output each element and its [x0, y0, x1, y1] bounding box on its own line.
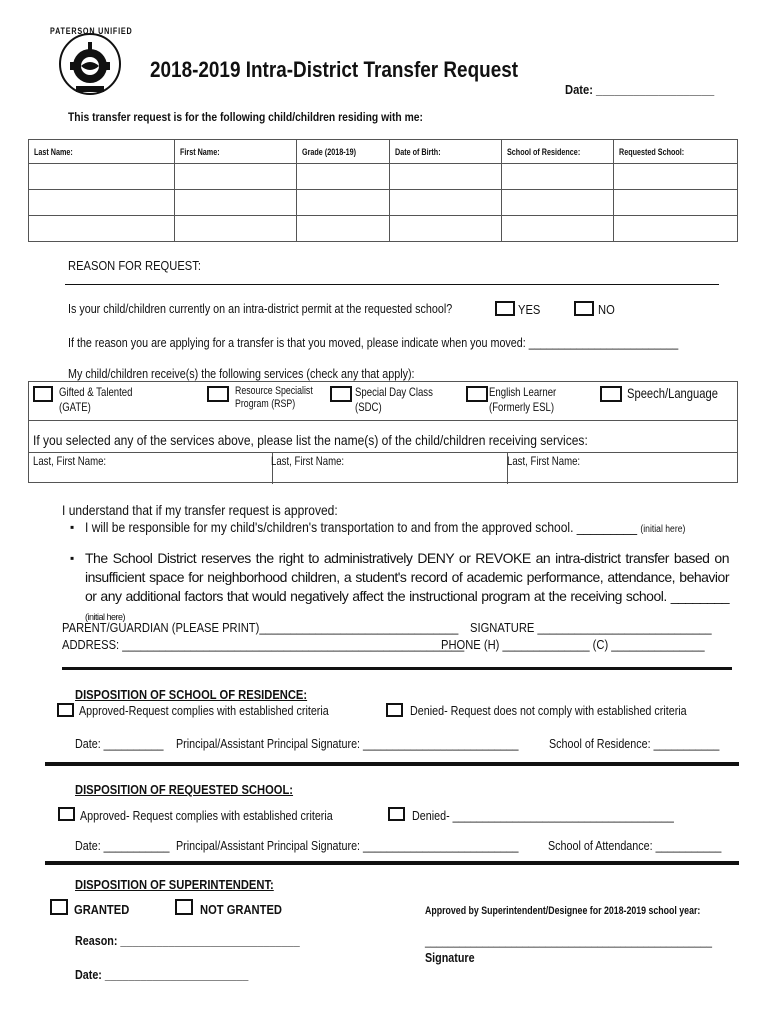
speech-label: Speech/Language: [627, 385, 718, 401]
rsp-checkbox[interactable]: [207, 386, 229, 402]
col-residence: School of Residence:: [507, 146, 581, 157]
granted-checkbox[interactable]: [50, 899, 68, 915]
student-table: [28, 139, 738, 242]
gate-checkbox[interactable]: [33, 386, 53, 402]
reason-field[interactable]: Reason: ______________________________: [75, 934, 300, 948]
requested-denied-checkbox[interactable]: [388, 807, 405, 821]
superintendent-heading: DISPOSITION OF SUPERINTENDENT:: [75, 877, 274, 892]
requested-date-field[interactable]: Date: ___________: [75, 839, 170, 853]
permit-no-checkbox[interactable]: [574, 301, 594, 316]
name-field-2[interactable]: Last, First Name:: [271, 454, 345, 468]
residence-principal-signature[interactable]: Principal/Assistant Principal Signature: __________________________: [176, 737, 519, 751]
bullet-1-text[interactable]: I will be responsible for my child's/children's transportation to and from the approved school. _________ (initial here): [85, 519, 686, 535]
superintendent-date-field[interactable]: Date: ________________________: [75, 968, 249, 982]
bullet-2-marker: ▪: [70, 551, 75, 565]
col-dob: Date of Birth:: [395, 146, 441, 157]
residence-denied-checkbox[interactable]: [386, 703, 403, 717]
names-prompt: If you selected any of the services above, please list the name(s) of the child/children receiving services:: [33, 432, 588, 448]
date-field[interactable]: Date: ___________________: [565, 82, 715, 97]
page-title: 2018-2019 Intra-District Transfer Request: [150, 57, 519, 82]
logo-lettering: PATERSON UNIFIED: [50, 26, 133, 36]
parent-name-field[interactable]: PARENT/GUARDIAN (PLEASE PRINT)________________________________: [62, 620, 459, 635]
not-granted-checkbox[interactable]: [175, 899, 193, 915]
requested-principal-signature[interactable]: Principal/Assistant Principal Signature: __________________________: [176, 839, 519, 853]
not-granted-label: NOT GRANTED: [200, 902, 282, 917]
reason-line[interactable]: [65, 284, 719, 285]
superintendent-signature-line[interactable]: __________________________________________________: [425, 934, 712, 948]
residence-school-field[interactable]: School of Residence: ___________: [549, 737, 720, 751]
name-field-3[interactable]: Last, First Name:: [507, 454, 581, 468]
permit-no-label: NO: [598, 302, 615, 317]
gate-label: Gifted & Talented (GATE): [59, 385, 133, 414]
sdc-checkbox[interactable]: [330, 386, 352, 402]
sdc-label: Special Day Class (SDC): [355, 385, 433, 414]
divider: [45, 762, 739, 766]
requested-approved-label: Approved- Request complies with established criteria: [80, 809, 333, 823]
col-first-name: First Name:: [179, 146, 220, 157]
bullet-2-text[interactable]: The School District reserves the right to administratively DENY or REVOKE an intra-district transfer based on insufficient space for neighborhood children, a student's record of academic performance, attendance, behavior or any additional factors that would negatively affect the instructional program at the receiving school. ________ (initial here): [85, 550, 729, 622]
permit-yes-checkbox[interactable]: [495, 301, 515, 316]
residence-approved-label: Approved-Request complies with established criteria: [79, 704, 329, 718]
permit-question: Is your child/children currently on an intra-district permit at the requested school?: [68, 302, 453, 316]
parent-signature-field[interactable]: SIGNATURE ____________________________: [470, 620, 712, 635]
name-field-1[interactable]: Last, First Name:: [33, 454, 107, 468]
residence-approved-checkbox[interactable]: [57, 703, 74, 717]
col-requested: Requested School:: [619, 146, 685, 157]
divider: [62, 667, 732, 670]
table-row[interactable]: [29, 190, 738, 216]
approved-by-text: Approved by Superintendent/Designee for 2018-2019 school year:: [425, 905, 701, 917]
requested-school-field[interactable]: School of Attendance: ___________: [548, 839, 722, 853]
speech-checkbox[interactable]: [600, 386, 622, 402]
reason-label: REASON FOR REQUEST:: [68, 258, 201, 273]
table-row[interactable]: [29, 216, 738, 242]
rsp-label: Resource Specialist Program (RSP): [235, 385, 313, 410]
moved-question[interactable]: If the reason you are applying for a transfer is that you moved, please indicate when you moved: _________________________: [68, 336, 679, 350]
address-field[interactable]: ADDRESS: _______________________________________________________: [62, 637, 465, 652]
phone-field[interactable]: PHONE (H) ______________ (C) _______________: [441, 637, 705, 652]
residence-denied-label: Denied- Request does not comply with established criteria: [410, 704, 687, 718]
services-intro: My child/children receive(s) the following services (check any that apply):: [68, 367, 415, 381]
requested-denied-field[interactable]: Denied- _____________________________________: [412, 809, 674, 823]
district-seal-logo: [50, 28, 130, 98]
bullet-1-marker: ▪: [70, 520, 75, 534]
requested-heading: DISPOSITION OF REQUESTED SCHOOL:: [75, 782, 294, 797]
intro-text: This transfer request is for the following child/children residing with me:: [68, 110, 423, 124]
services-box: [28, 381, 738, 483]
residence-heading: DISPOSITION OF SCHOOL OF RESIDENCE:: [75, 687, 308, 702]
col-last-name: Last Name:: [34, 146, 73, 157]
signature-label: Signature: [425, 951, 475, 965]
requested-approved-checkbox[interactable]: [58, 807, 75, 821]
permit-yes-label: YES: [518, 302, 541, 317]
table-row[interactable]: [29, 164, 738, 190]
residence-date-field[interactable]: Date: __________: [75, 737, 164, 751]
el-label: English Learner (Formerly ESL): [489, 385, 557, 414]
el-checkbox[interactable]: [466, 386, 488, 402]
divider: [45, 861, 739, 865]
granted-label: GRANTED: [74, 902, 130, 917]
col-grade: Grade (2018-19): [302, 146, 357, 157]
understand-intro: I understand that if my transfer request is approved:: [62, 502, 338, 518]
